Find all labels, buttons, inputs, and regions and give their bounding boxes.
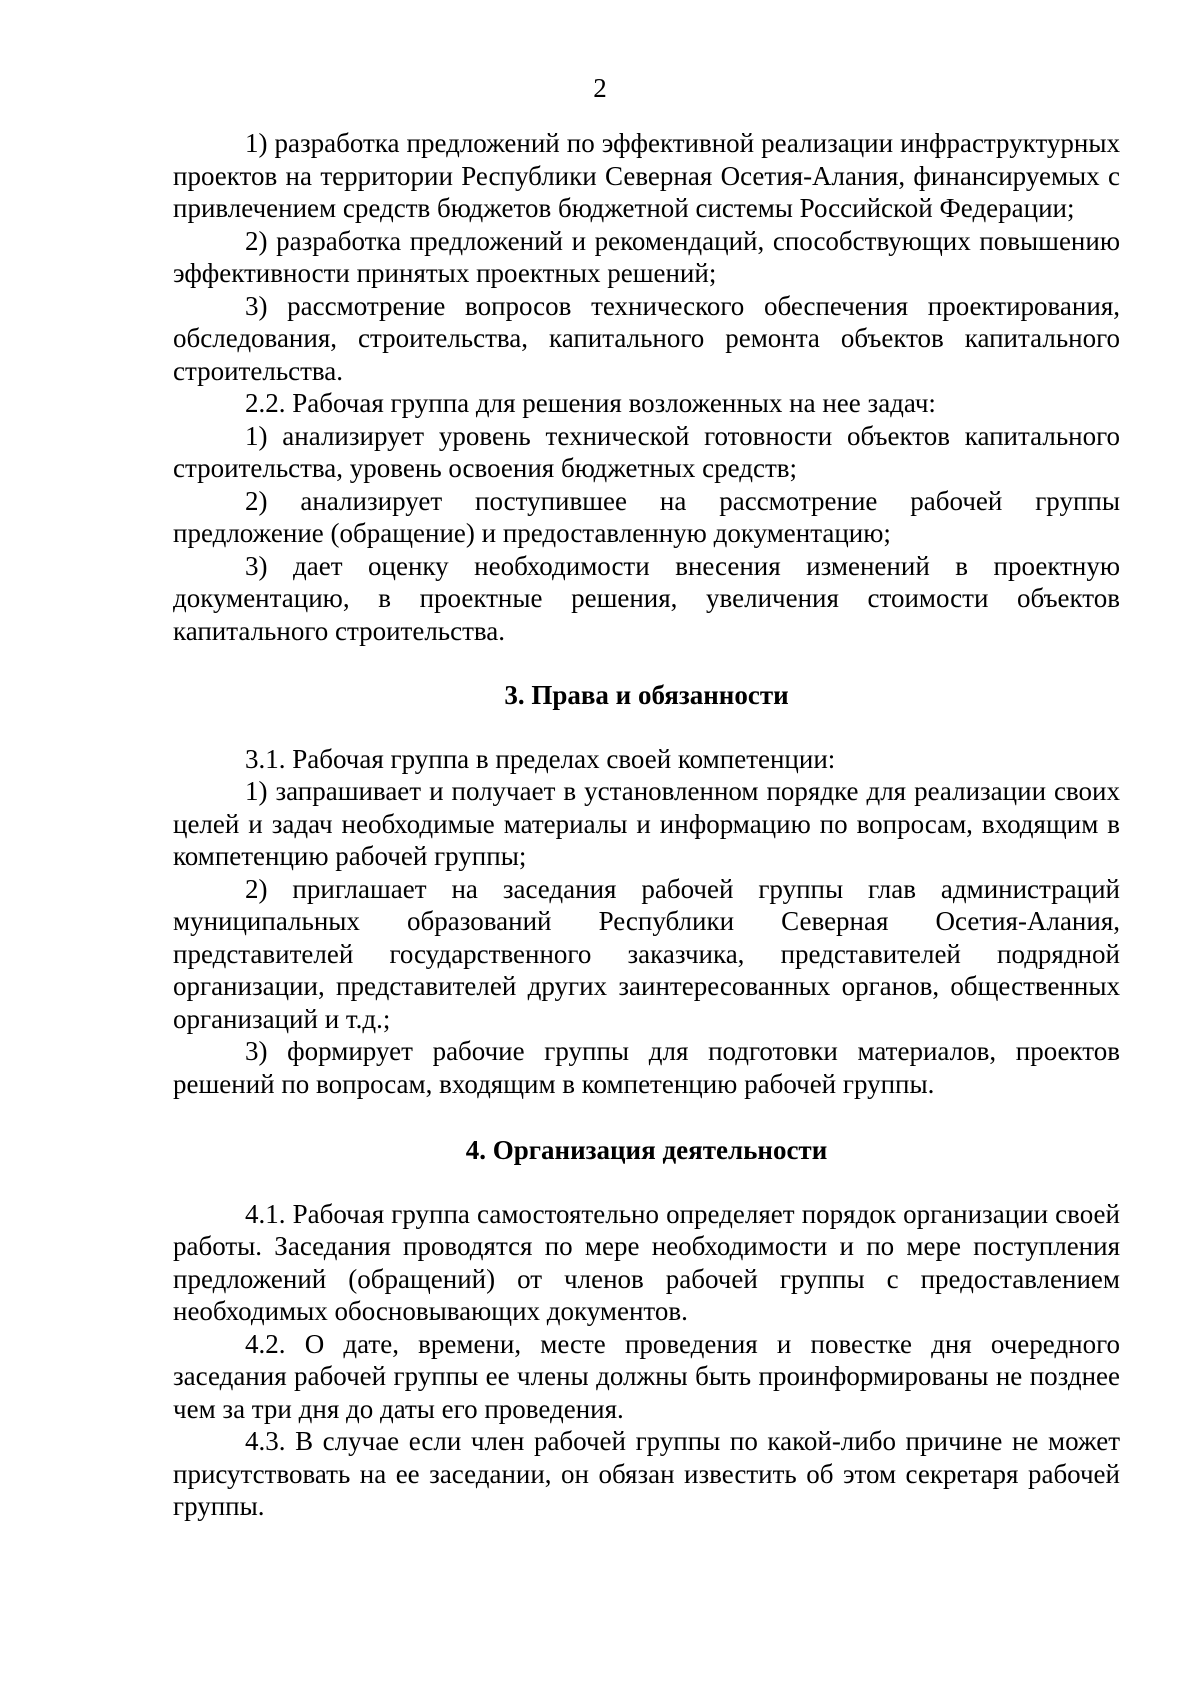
paragraph: 4.1. Рабочая группа самостоятельно определяет порядок организации своей работы. Заседания проводятся по мере необходимости и по мере поступления предложений (обращений) от членов рабочей группы с предоставлением необходимых обосновывающих документов. <box>173 1198 1120 1326</box>
paragraph: 2) приглашает на заседания рабочей группы глав администраций муниципальных образований Республики Северная Осетия-Алания, представителей государственного заказчика, представителей подрядной организации, представителей других заинтересованных органов, общественных организаций и т.д.; <box>173 873 1120 1034</box>
paragraph: 3) формирует рабочие группы для подготовки материалов, проектов решений по вопросам, входящим в компетенцию рабочей группы. <box>173 1036 1120 1099</box>
section-4 <box>173 1134 1120 1523</box>
paragraph: 3) дает оценку необходимости внесения изменений в проектную документацию, в проектные решения, увеличения стоимости объектов капитального строительства. <box>173 550 1120 646</box>
section-3 <box>173 679 1120 1100</box>
paragraph: 2) анализирует поступившее на рассмотрение рабочей группы предложение (обращение) и предоставленную документацию; <box>173 485 1120 548</box>
document-body <box>173 127 1120 1523</box>
paragraph: 3.1. Рабочая группа в пределах своей компетенции: <box>245 743 836 774</box>
paragraph: 1) анализирует уровень технической готовности объектов капитального строительства, уровень освоения бюджетных средств; <box>173 420 1120 483</box>
section-2-continuation <box>173 127 1120 647</box>
page-number: 2 <box>593 73 607 103</box>
paragraph: 2) разработка предложений и рекомендаций, способствующих повышению эффективности принятых проектных решений; <box>173 225 1120 288</box>
section-heading: 4. Организация деятельности <box>465 1135 828 1165</box>
paragraph: 2.2. Рабочая группа для решения возложенных на нее задач: <box>245 388 936 418</box>
paragraph: 3) рассмотрение вопросов технического обеспечения проектирования, обследования, строительства, капитального ремонта объектов капитального строительства. <box>173 290 1120 386</box>
paragraph: 1) запрашивает и получает в установленном порядке для реализации своих целей и задач необходимые материалы и информацию по вопросам, входящим в компетенцию рабочей группы; <box>173 776 1120 871</box>
paragraph: 4.2. О дате, времени, месте проведения и повестке дня очередного заседания рабочей группы ее члены должны быть проинформированы не позднее чем за три дня до даты его проведения. <box>173 1328 1120 1424</box>
paragraph: 1) разработка предложений по эффективной реализации инфраструктурных проектов на территории Республики Северная Осетия-Алания, финансируемых с привлечением средств бюджетов бюджетной системы Российской Федерации; <box>173 128 1120 223</box>
paragraph: 4.3. В случае если член рабочей группы по какой-либо причине не может присутствовать на ее заседании, он обязан известить об этом секретаря рабочей группы. <box>173 1426 1120 1521</box>
section-heading: 3. Права и обязанности <box>504 680 789 710</box>
